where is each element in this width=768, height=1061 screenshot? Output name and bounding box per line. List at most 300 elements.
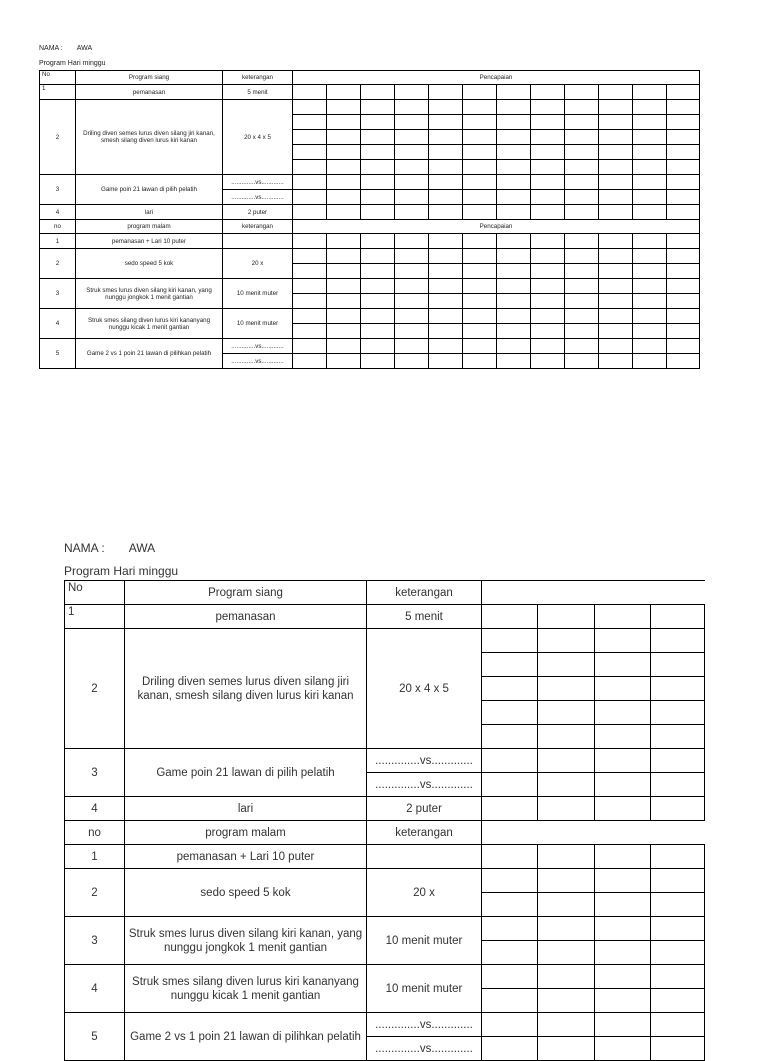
pencapaian-cell [531, 145, 565, 160]
pencapaian-cell [463, 190, 497, 205]
pencapaian-cell [667, 234, 700, 249]
table-row [65, 629, 705, 653]
pencapaian-cell [538, 725, 595, 749]
pencapaian-cell [565, 190, 599, 205]
pencapaian-cell [497, 175, 531, 190]
pencapaian-cell [531, 324, 565, 339]
pencapaian-cell [633, 160, 667, 175]
keterangan-cell: 10 menit muter [223, 309, 293, 339]
pencapaian-cell [429, 190, 463, 205]
pencapaian-cell [651, 965, 705, 989]
pencapaian-cell [361, 205, 395, 220]
row-number: 2 [65, 629, 125, 749]
pencapaian-cell [531, 175, 565, 190]
pencapaian-cell [633, 309, 667, 324]
pencapaian-cell [463, 264, 497, 279]
pencapaian-cell [538, 845, 595, 869]
pencapaian-cell [538, 869, 595, 893]
pencapaian-cell [531, 294, 565, 309]
row-number: 2 [40, 100, 76, 175]
program-cell: Struk smes silang diven lurus kiri kananyang nunggu kicak 1 menit gantian [76, 309, 223, 339]
table-row [40, 339, 700, 354]
pencapaian-cell [482, 653, 538, 677]
col-header-keterangan-malam: keterangan [223, 220, 293, 234]
program-cell: sedo speed 5 kok [125, 869, 367, 917]
pencapaian-cell [361, 190, 395, 205]
nama-value: AWA [76, 45, 93, 52]
malam-body-zoomed [65, 845, 705, 1061]
pencapaian-cell [395, 130, 429, 145]
pencapaian-cell [531, 130, 565, 145]
pencapaian-cell [361, 100, 395, 115]
pencapaian-cell [497, 190, 531, 205]
pencapaian-cell [429, 294, 463, 309]
pencapaian-cell [531, 339, 565, 354]
pencapaian-cell [497, 145, 531, 160]
pencapaian-cell [633, 324, 667, 339]
pencapaian-cell [599, 100, 633, 115]
pencapaian-cell [595, 941, 651, 965]
row-number: 5 [65, 1013, 125, 1061]
pencapaian-cell [327, 115, 361, 130]
sheet-zoomed [64, 540, 704, 1055]
pencapaian-cell [482, 677, 538, 701]
pencapaian-cell [293, 294, 327, 309]
row-number: 5 [40, 339, 76, 369]
pencapaian-cell [429, 234, 463, 249]
pencapaian-cell [595, 629, 651, 653]
keterangan-cell: ..............vs............. [223, 175, 293, 190]
pencapaian-cell [497, 309, 531, 324]
pencapaian-cell [482, 869, 538, 893]
pencapaian-cell [327, 309, 361, 324]
pencapaian-cell [667, 339, 700, 354]
table-row [65, 797, 705, 821]
pencapaian-cell [497, 130, 531, 145]
nama-line [39, 44, 699, 55]
pencapaian-cell [429, 85, 463, 100]
pencapaian-cell [497, 160, 531, 175]
header-row-siang-zoomed [65, 581, 705, 605]
col-header-pencapaian: Pencapaian [293, 71, 700, 85]
pencapaian-cell [599, 294, 633, 309]
pencapaian-cell [565, 249, 599, 264]
program-cell: lari [76, 205, 223, 220]
pencapaian-cell [463, 85, 497, 100]
pencapaian-cell [633, 85, 667, 100]
keterangan-cell: 10 menit muter [223, 279, 293, 309]
pencapaian-cell [429, 130, 463, 145]
pencapaian-cell [361, 249, 395, 264]
pencapaian-cell [395, 160, 429, 175]
keterangan-cell: 2 puter [367, 797, 482, 821]
pencapaian-cell [633, 130, 667, 145]
keterangan-cell: 20 x 4 x 5 [367, 629, 482, 749]
pencapaian-cell [497, 115, 531, 130]
table-row [65, 845, 705, 869]
pencapaian-cell [595, 917, 651, 941]
pencapaian-cell [327, 279, 361, 294]
pencapaian-cell [651, 797, 705, 821]
pencapaian-cell [565, 264, 599, 279]
pencapaian-cell [651, 1037, 705, 1061]
pencapaian-cell [497, 85, 531, 100]
pencapaian-cell [565, 354, 599, 369]
pencapaian-cell [667, 145, 700, 160]
table-row [65, 749, 705, 773]
pencapaian-cell [651, 677, 705, 701]
pencapaian-cell [293, 85, 327, 100]
pencapaian-cell [429, 249, 463, 264]
keterangan-cell [367, 845, 482, 869]
keterangan-cell: 20 x 4 x 5 [223, 100, 293, 175]
pencapaian-cell [599, 324, 633, 339]
pencapaian-cell [463, 294, 497, 309]
pencapaian-cell [497, 339, 531, 354]
pencapaian-cell [482, 725, 538, 749]
table-row [40, 279, 700, 294]
pencapaian-cell [538, 653, 595, 677]
header-row-malam-zoomed [65, 821, 705, 845]
pencapaian-cell [361, 294, 395, 309]
keterangan-cell [223, 234, 293, 249]
pencapaian-cell [538, 893, 595, 917]
pencapaian-cell [463, 175, 497, 190]
keterangan-cell: 2 puter [223, 205, 293, 220]
program-cell: Game 2 vs 1 poin 21 lawan di pilihkan pelatih [76, 339, 223, 369]
keterangan-cell: 5 menit [223, 85, 293, 100]
pencapaian-cell [538, 917, 595, 941]
pencapaian-cell [395, 190, 429, 205]
pencapaian-cell [599, 249, 633, 264]
pencapaian-cell [651, 605, 705, 629]
pencapaian-cell [633, 100, 667, 115]
pencapaian-cell [565, 339, 599, 354]
pencapaian-cell [327, 234, 361, 249]
pencapaian-cell [429, 175, 463, 190]
pencapaian-cell [633, 234, 667, 249]
pencapaian-cell [429, 100, 463, 115]
pencapaian-cell [327, 264, 361, 279]
pencapaian-cell [651, 653, 705, 677]
program-cell: sedo speed 5 kok [76, 249, 223, 279]
pencapaian-cell [599, 85, 633, 100]
pencapaian-cell [482, 893, 538, 917]
pencapaian-cell [595, 989, 651, 1013]
pencapaian-cell [395, 339, 429, 354]
row-number: 2 [65, 869, 125, 917]
pencapaian-cell [463, 309, 497, 324]
table-row [40, 205, 700, 220]
pencapaian-cell [327, 175, 361, 190]
pencapaian-cell [482, 749, 538, 773]
pencapaian-cell [429, 354, 463, 369]
pencapaian-cell [327, 249, 361, 264]
row-number: 2 [40, 249, 76, 279]
pencapaian-cell [667, 115, 700, 130]
pencapaian-cell [667, 130, 700, 145]
pencapaian-cell [463, 339, 497, 354]
schedule-table [39, 70, 700, 369]
pencapaian-cell [361, 175, 395, 190]
keterangan-cell: 10 menit muter [367, 917, 482, 965]
pencapaian-cell [463, 249, 497, 264]
pencapaian-cell [531, 279, 565, 294]
row-number: 4 [40, 309, 76, 339]
pencapaian-cell [599, 145, 633, 160]
nama-value: AWA [128, 541, 156, 555]
pencapaian-cell [651, 845, 705, 869]
pencapaian-cell [293, 264, 327, 279]
pencapaian-cell [667, 324, 700, 339]
pencapaian-cell [565, 85, 599, 100]
pencapaian-cell [395, 85, 429, 100]
row-number: 1 [40, 234, 76, 249]
pencapaian-cell [293, 100, 327, 115]
pencapaian-cell [633, 205, 667, 220]
pencapaian-cell [293, 205, 327, 220]
pencapaian-cell [595, 1037, 651, 1061]
pencapaian-cell [538, 677, 595, 701]
pencapaian-cell [463, 115, 497, 130]
pencapaian-cell [463, 354, 497, 369]
pencapaian-cell [651, 917, 705, 941]
pencapaian-cell [361, 234, 395, 249]
col-header-keterangan: keterangan [367, 581, 482, 605]
pencapaian-cell [429, 160, 463, 175]
row-number: 1 [65, 605, 125, 629]
pencapaian-cell [293, 145, 327, 160]
pencapaian-cell [293, 190, 327, 205]
pencapaian-cell [327, 190, 361, 205]
col-header-no-malam: no [40, 220, 76, 234]
pencapaian-cell [651, 893, 705, 917]
pencapaian-cell [599, 279, 633, 294]
pencapaian-cell [361, 279, 395, 294]
table-row [65, 869, 705, 893]
col-header-pencapaian-malam: Pencapaian [293, 220, 700, 234]
pencapaian-cell [651, 629, 705, 653]
keterangan-cell: ..............vs............. [223, 339, 293, 354]
pencapaian-cell [293, 130, 327, 145]
pencapaian-cell [599, 339, 633, 354]
pencapaian-cell [633, 249, 667, 264]
program-title: Program Hari minggu [39, 60, 106, 67]
pencapaian-cell [463, 234, 497, 249]
pencapaian-cell [531, 309, 565, 324]
pencapaian-cell [667, 294, 700, 309]
program-cell: Driling diven semes lurus diven silang jiri kanan, smesh silang diven lurus kiri kanan [125, 629, 367, 749]
pencapaian-cell [599, 130, 633, 145]
pencapaian-cell [327, 85, 361, 100]
pencapaian-cell [651, 989, 705, 1013]
program-cell: pemanasan [76, 85, 223, 100]
pencapaian-cell [482, 701, 538, 725]
keterangan-cell: 20 x [223, 249, 293, 279]
pencapaian-cell [361, 160, 395, 175]
header-row-malam [40, 220, 700, 234]
pencapaian-cell [482, 629, 538, 653]
pencapaian-cell [463, 145, 497, 160]
keterangan-cell: 20 x [367, 869, 482, 917]
program-cell: Struk smes lurus diven silang kiri kanan, yang nunggu jongkok 1 menit gantian [76, 279, 223, 309]
pencapaian-cell [361, 264, 395, 279]
pencapaian-cell [327, 160, 361, 175]
pencapaian-cell [595, 701, 651, 725]
row-number: 3 [65, 749, 125, 797]
pencapaian-cell [667, 160, 700, 175]
col-header-keterangan-malam: keterangan [367, 821, 482, 845]
program-cell: lari [125, 797, 367, 821]
pencapaian-cell [395, 324, 429, 339]
pencapaian-cell [327, 205, 361, 220]
pencapaian-cell [599, 234, 633, 249]
pencapaian-cell [565, 205, 599, 220]
pencapaian-cell [463, 324, 497, 339]
pencapaian-cell [633, 279, 667, 294]
pencapaian-cell [633, 264, 667, 279]
pencapaian-cell [565, 175, 599, 190]
program-cell: pemanasan + Lari 10 puter [76, 234, 223, 249]
pencapaian-cell [565, 130, 599, 145]
row-number: 1 [65, 845, 125, 869]
pencapaian-cell [595, 725, 651, 749]
table-row [65, 605, 705, 629]
col-header-no-malam: no [65, 821, 125, 845]
pencapaian-cell [293, 160, 327, 175]
pencapaian-cell [361, 309, 395, 324]
pencapaian-cell [531, 115, 565, 130]
pencapaian-cell [361, 354, 395, 369]
siang-body-zoomed [65, 605, 705, 821]
table-row [40, 249, 700, 264]
pencapaian-cell [538, 629, 595, 653]
pencapaian-cell [565, 294, 599, 309]
table-row [40, 100, 700, 115]
pencapaian-cell [293, 354, 327, 369]
program-cell: pemanasan [125, 605, 367, 629]
pencapaian-cell [429, 309, 463, 324]
pencapaian-cell [633, 115, 667, 130]
pencapaian-cell [595, 653, 651, 677]
pencapaian-cell [497, 249, 531, 264]
pencapaian-cell [429, 205, 463, 220]
pencapaian-cell [667, 205, 700, 220]
pencapaian-cell [395, 145, 429, 160]
pencapaian-cell [497, 294, 531, 309]
program-cell: Game 2 vs 1 poin 21 lawan di pilihkan pelatih [125, 1013, 367, 1061]
pencapaian-cell [595, 797, 651, 821]
col-header-program: Program siang [76, 71, 223, 85]
pencapaian-cell [429, 339, 463, 354]
pencapaian-cell [538, 989, 595, 1013]
pencapaian-cell [463, 100, 497, 115]
table-row [40, 234, 700, 249]
pencapaian-header-cell [482, 821, 705, 845]
pencapaian-cell [395, 309, 429, 324]
pencapaian-cell [482, 965, 538, 989]
pencapaian-cell [497, 354, 531, 369]
pencapaian-cell [595, 893, 651, 917]
keterangan-cell: ..............vs............. [367, 773, 482, 797]
pencapaian-cell [429, 115, 463, 130]
pencapaian-cell [667, 85, 700, 100]
pencapaian-cell [667, 309, 700, 324]
pencapaian-cell [538, 749, 595, 773]
pencapaian-cell [531, 264, 565, 279]
table-row [40, 175, 700, 190]
table-row [40, 85, 700, 100]
pencapaian-cell [565, 115, 599, 130]
pencapaian-cell [538, 773, 595, 797]
row-number: 3 [40, 279, 76, 309]
pencapaian-cell [633, 339, 667, 354]
pencapaian-cell [395, 354, 429, 369]
pencapaian-cell [651, 1013, 705, 1037]
pencapaian-cell [395, 249, 429, 264]
pencapaian-cell [497, 279, 531, 294]
pencapaian-cell [429, 279, 463, 294]
pencapaian-cell [565, 234, 599, 249]
table-row [65, 1013, 705, 1037]
pencapaian-cell [599, 309, 633, 324]
nama-label: NAMA : [64, 541, 105, 555]
pencapaian-cell [599, 354, 633, 369]
keterangan-cell: ..............vs............. [223, 354, 293, 369]
pencapaian-cell [538, 1013, 595, 1037]
pencapaian-cell [595, 677, 651, 701]
pencapaian-cell [429, 145, 463, 160]
pencapaian-cell [395, 294, 429, 309]
pencapaian-cell [482, 773, 538, 797]
pencapaian-cell [595, 749, 651, 773]
pencapaian-cell [667, 354, 700, 369]
pencapaian-cell [395, 175, 429, 190]
pencapaian-cell [595, 1013, 651, 1037]
pencapaian-header-cell [482, 581, 705, 605]
pencapaian-cell [633, 294, 667, 309]
pencapaian-cell [538, 1037, 595, 1061]
pencapaian-cell [482, 845, 538, 869]
pencapaian-cell [497, 234, 531, 249]
pencapaian-cell [531, 234, 565, 249]
pencapaian-cell [565, 160, 599, 175]
pencapaian-cell [361, 145, 395, 160]
pencapaian-cell [293, 279, 327, 294]
program-cell: Struk smes silang diven lurus kiri kananyang nunggu kicak 1 menit gantian [125, 965, 367, 1013]
pencapaian-cell [595, 605, 651, 629]
row-number: 4 [40, 205, 76, 220]
pencapaian-cell [327, 294, 361, 309]
keterangan-cell: ..............vs............. [367, 1013, 482, 1037]
pencapaian-cell [667, 249, 700, 264]
pencapaian-cell [482, 989, 538, 1013]
keterangan-cell: ..............vs............. [367, 749, 482, 773]
pencapaian-cell [667, 190, 700, 205]
pencapaian-cell [482, 1037, 538, 1061]
pencapaian-cell [531, 85, 565, 100]
pencapaian-cell [293, 339, 327, 354]
pencapaian-cell [482, 797, 538, 821]
pencapaian-cell [538, 605, 595, 629]
pencapaian-cell [361, 115, 395, 130]
pencapaian-cell [293, 309, 327, 324]
col-header-keterangan: keterangan [223, 71, 293, 85]
pencapaian-cell [327, 100, 361, 115]
pencapaian-cell [395, 100, 429, 115]
pencapaian-cell [327, 339, 361, 354]
pencapaian-cell [595, 965, 651, 989]
